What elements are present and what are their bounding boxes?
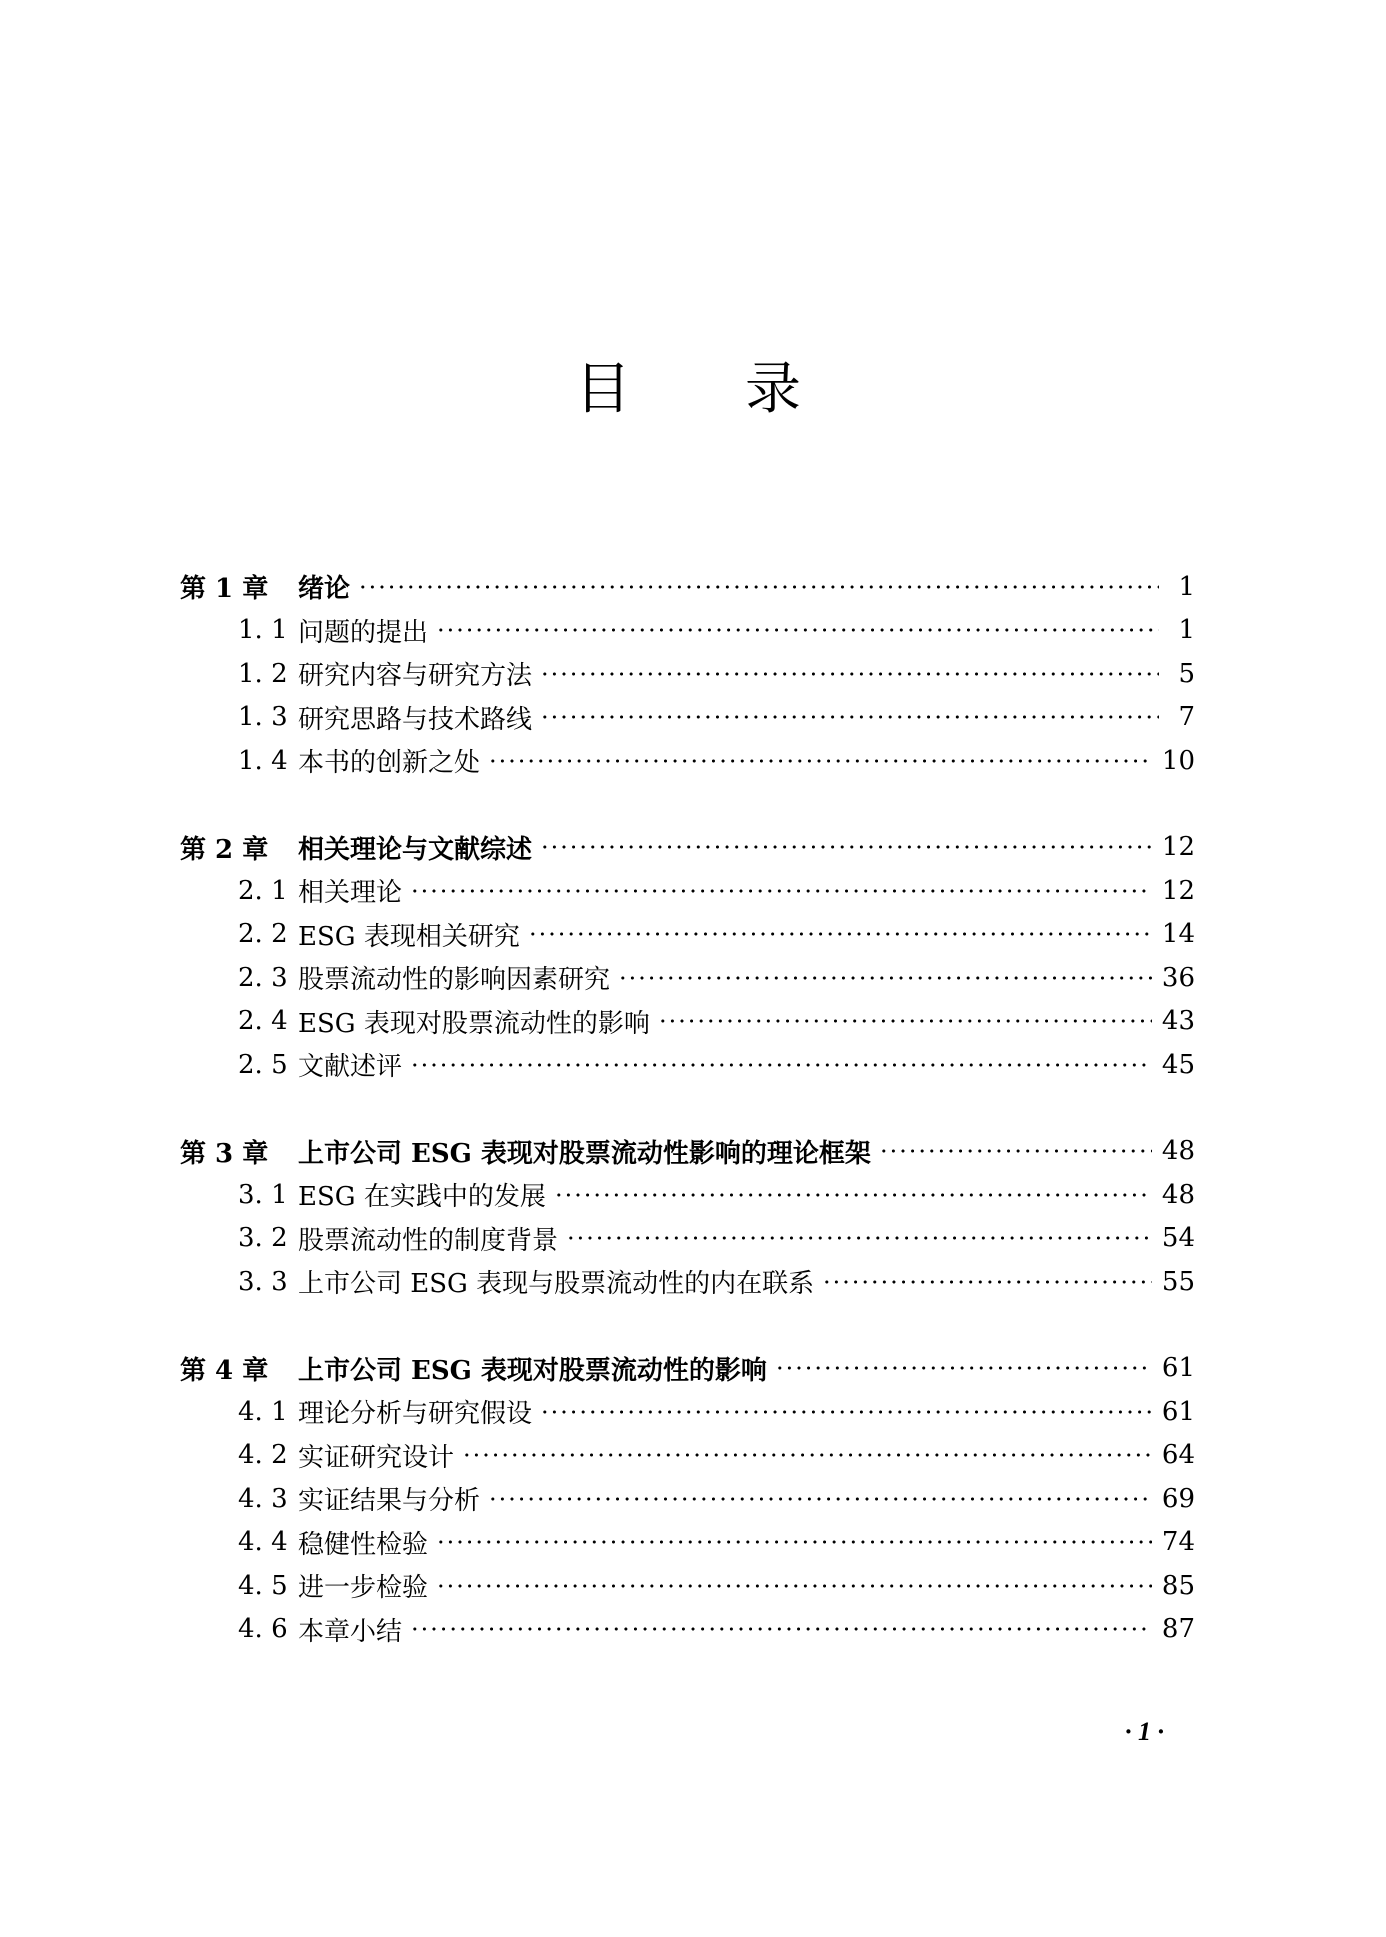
toc-section-1-4[interactable] bbox=[180, 739, 1195, 783]
toc-chapter-2[interactable] bbox=[180, 826, 1195, 870]
dot-leader bbox=[566, 1225, 1152, 1251]
dot-leader bbox=[436, 617, 1159, 643]
dot-leader bbox=[410, 878, 1152, 904]
page-number: 74 bbox=[1161, 1527, 1195, 1558]
dot-leader bbox=[822, 1269, 1152, 1295]
toc-section-3-1[interactable] bbox=[180, 1173, 1195, 1217]
section-number: 4. 3 bbox=[238, 1483, 288, 1514]
section-number: 3. 2 bbox=[238, 1223, 288, 1254]
page-number: 12 bbox=[1161, 832, 1195, 863]
chapter-number: 第 3 章 bbox=[180, 1138, 269, 1169]
page-number: 7 bbox=[1178, 702, 1195, 733]
toc-section-4-5[interactable] bbox=[180, 1564, 1195, 1608]
section-number: 1. 1 bbox=[238, 615, 288, 646]
page-number: 61 bbox=[1161, 1353, 1195, 1384]
section-title: 研究内容与研究方法 bbox=[298, 661, 533, 692]
page-number: 48 bbox=[1161, 1179, 1195, 1210]
toc-chapter-3[interactable] bbox=[180, 1130, 1195, 1174]
section-title: 理论分析与研究假设 bbox=[298, 1399, 533, 1430]
section-number: 4. 6 bbox=[238, 1614, 288, 1645]
dot-leader bbox=[410, 1052, 1152, 1078]
section-number: 1. 3 bbox=[238, 702, 288, 733]
section-number: 1. 2 bbox=[238, 658, 288, 689]
table-of-contents bbox=[180, 565, 1195, 1651]
dot-leader bbox=[410, 1616, 1152, 1642]
chapter-spacer bbox=[180, 1087, 1195, 1130]
section-number: 4. 4 bbox=[238, 1527, 288, 1558]
page-footer-number: · 1 · bbox=[1125, 1717, 1164, 1746]
dot-leader bbox=[540, 834, 1152, 860]
toc-section-2-4[interactable] bbox=[180, 1000, 1195, 1044]
toc-section-1-2[interactable] bbox=[180, 652, 1195, 696]
page-number: 36 bbox=[1161, 962, 1195, 993]
section-number: 4. 2 bbox=[238, 1440, 288, 1471]
toc-section-3-3[interactable] bbox=[180, 1260, 1195, 1304]
section-number: 3. 1 bbox=[238, 1179, 288, 1210]
section-title: ESG 在实践中的发展 bbox=[298, 1182, 546, 1213]
page-number: 43 bbox=[1161, 1006, 1195, 1037]
chapter-number: 第 2 章 bbox=[180, 834, 269, 865]
page-number: 12 bbox=[1161, 875, 1195, 906]
toc-section-4-6[interactable] bbox=[180, 1608, 1195, 1652]
toc-chapter-4[interactable] bbox=[180, 1347, 1195, 1391]
section-title: ESG 表现相关研究 bbox=[298, 921, 520, 952]
section-title: 本书的创新之处 bbox=[298, 748, 481, 779]
chapter-spacer bbox=[180, 1304, 1195, 1347]
dot-leader bbox=[540, 1399, 1152, 1425]
toc-section-4-1[interactable] bbox=[180, 1390, 1195, 1434]
section-title: 稳健性检验 bbox=[298, 1529, 429, 1560]
chapter-title: 上市公司 ESG 表现对股票流动性的影响 bbox=[298, 1355, 767, 1386]
chapter-number: 第 1 章 bbox=[180, 574, 269, 605]
dot-leader bbox=[488, 1486, 1152, 1512]
dot-leader bbox=[540, 661, 1159, 687]
dot-leader bbox=[436, 1529, 1152, 1555]
section-number: 2. 3 bbox=[238, 962, 288, 993]
page-number: 14 bbox=[1161, 919, 1195, 950]
chapter-title: 绪论 bbox=[298, 574, 351, 605]
section-number: 4. 5 bbox=[238, 1570, 288, 1601]
section-title: 上市公司 ESG 表现与股票流动性的内在联系 bbox=[298, 1269, 815, 1300]
title-char-2: 录 bbox=[745, 357, 801, 422]
toc-section-3-2[interactable] bbox=[180, 1217, 1195, 1261]
section-number: 2. 5 bbox=[238, 1049, 288, 1080]
section-title: 问题的提出 bbox=[298, 617, 429, 648]
dot-leader bbox=[879, 1138, 1152, 1164]
section-title: 相关理论 bbox=[298, 878, 403, 909]
page-number: 64 bbox=[1161, 1440, 1195, 1471]
page-number: 5 bbox=[1178, 658, 1195, 689]
section-title: 本章小结 bbox=[298, 1616, 403, 1647]
dot-leader bbox=[528, 921, 1152, 947]
page-number: 48 bbox=[1161, 1136, 1195, 1167]
toc-section-2-3[interactable] bbox=[180, 956, 1195, 1000]
section-title: 股票流动性的制度背景 bbox=[298, 1225, 559, 1256]
section-number: 2. 4 bbox=[238, 1006, 288, 1037]
chapter-title: 上市公司 ESG 表现对股票流动性影响的理论框架 bbox=[298, 1138, 871, 1169]
chapter-spacer bbox=[180, 783, 1195, 826]
section-number: 1. 4 bbox=[238, 745, 288, 776]
toc-section-2-5[interactable] bbox=[180, 1043, 1195, 1087]
dot-leader bbox=[358, 574, 1159, 600]
toc-chapter-1[interactable] bbox=[180, 565, 1195, 609]
dot-leader bbox=[658, 1008, 1152, 1034]
page-number: 85 bbox=[1161, 1570, 1195, 1601]
section-number: 4. 1 bbox=[238, 1396, 288, 1427]
dot-leader bbox=[775, 1355, 1152, 1381]
dot-leader bbox=[540, 704, 1159, 730]
toc-section-4-2[interactable] bbox=[180, 1434, 1195, 1478]
toc-section-1-3[interactable] bbox=[180, 696, 1195, 740]
toc-section-2-2[interactable] bbox=[180, 913, 1195, 957]
dot-leader bbox=[554, 1182, 1152, 1208]
dot-leader bbox=[462, 1442, 1152, 1468]
page-number: 69 bbox=[1161, 1483, 1195, 1514]
page-number: 54 bbox=[1161, 1223, 1195, 1254]
dot-leader bbox=[618, 965, 1152, 991]
section-title: 股票流动性的影响因素研究 bbox=[298, 965, 611, 996]
page-number: 55 bbox=[1161, 1266, 1195, 1297]
section-number: 3. 3 bbox=[238, 1266, 288, 1297]
section-title: 实证研究设计 bbox=[298, 1442, 455, 1473]
section-title: 进一步检验 bbox=[298, 1573, 429, 1604]
section-title: 文献述评 bbox=[298, 1052, 403, 1083]
page-number: 10 bbox=[1161, 745, 1195, 776]
dot-leader bbox=[436, 1573, 1152, 1599]
section-number: 2. 2 bbox=[238, 919, 288, 950]
toc-section-4-3[interactable] bbox=[180, 1477, 1195, 1521]
chapter-title: 相关理论与文献综述 bbox=[298, 834, 533, 865]
section-title: 研究思路与技术路线 bbox=[298, 704, 533, 735]
page-number: 1 bbox=[1178, 615, 1195, 646]
section-number: 2. 1 bbox=[238, 875, 288, 906]
section-title: ESG 表现对股票流动性的影响 bbox=[298, 1008, 650, 1039]
page-number: 61 bbox=[1161, 1396, 1195, 1427]
chapter-number: 第 4 章 bbox=[180, 1355, 269, 1386]
page-number: 1 bbox=[1178, 571, 1195, 602]
section-title: 实证结果与分析 bbox=[298, 1486, 481, 1517]
title-char-1: 目 bbox=[575, 357, 631, 422]
dot-leader bbox=[488, 748, 1152, 774]
toc-section-1-1[interactable] bbox=[180, 609, 1195, 653]
toc-section-2-1[interactable] bbox=[180, 869, 1195, 913]
page-number: 87 bbox=[1161, 1614, 1195, 1645]
toc-section-4-4[interactable] bbox=[180, 1521, 1195, 1565]
page-number: 45 bbox=[1161, 1049, 1195, 1080]
